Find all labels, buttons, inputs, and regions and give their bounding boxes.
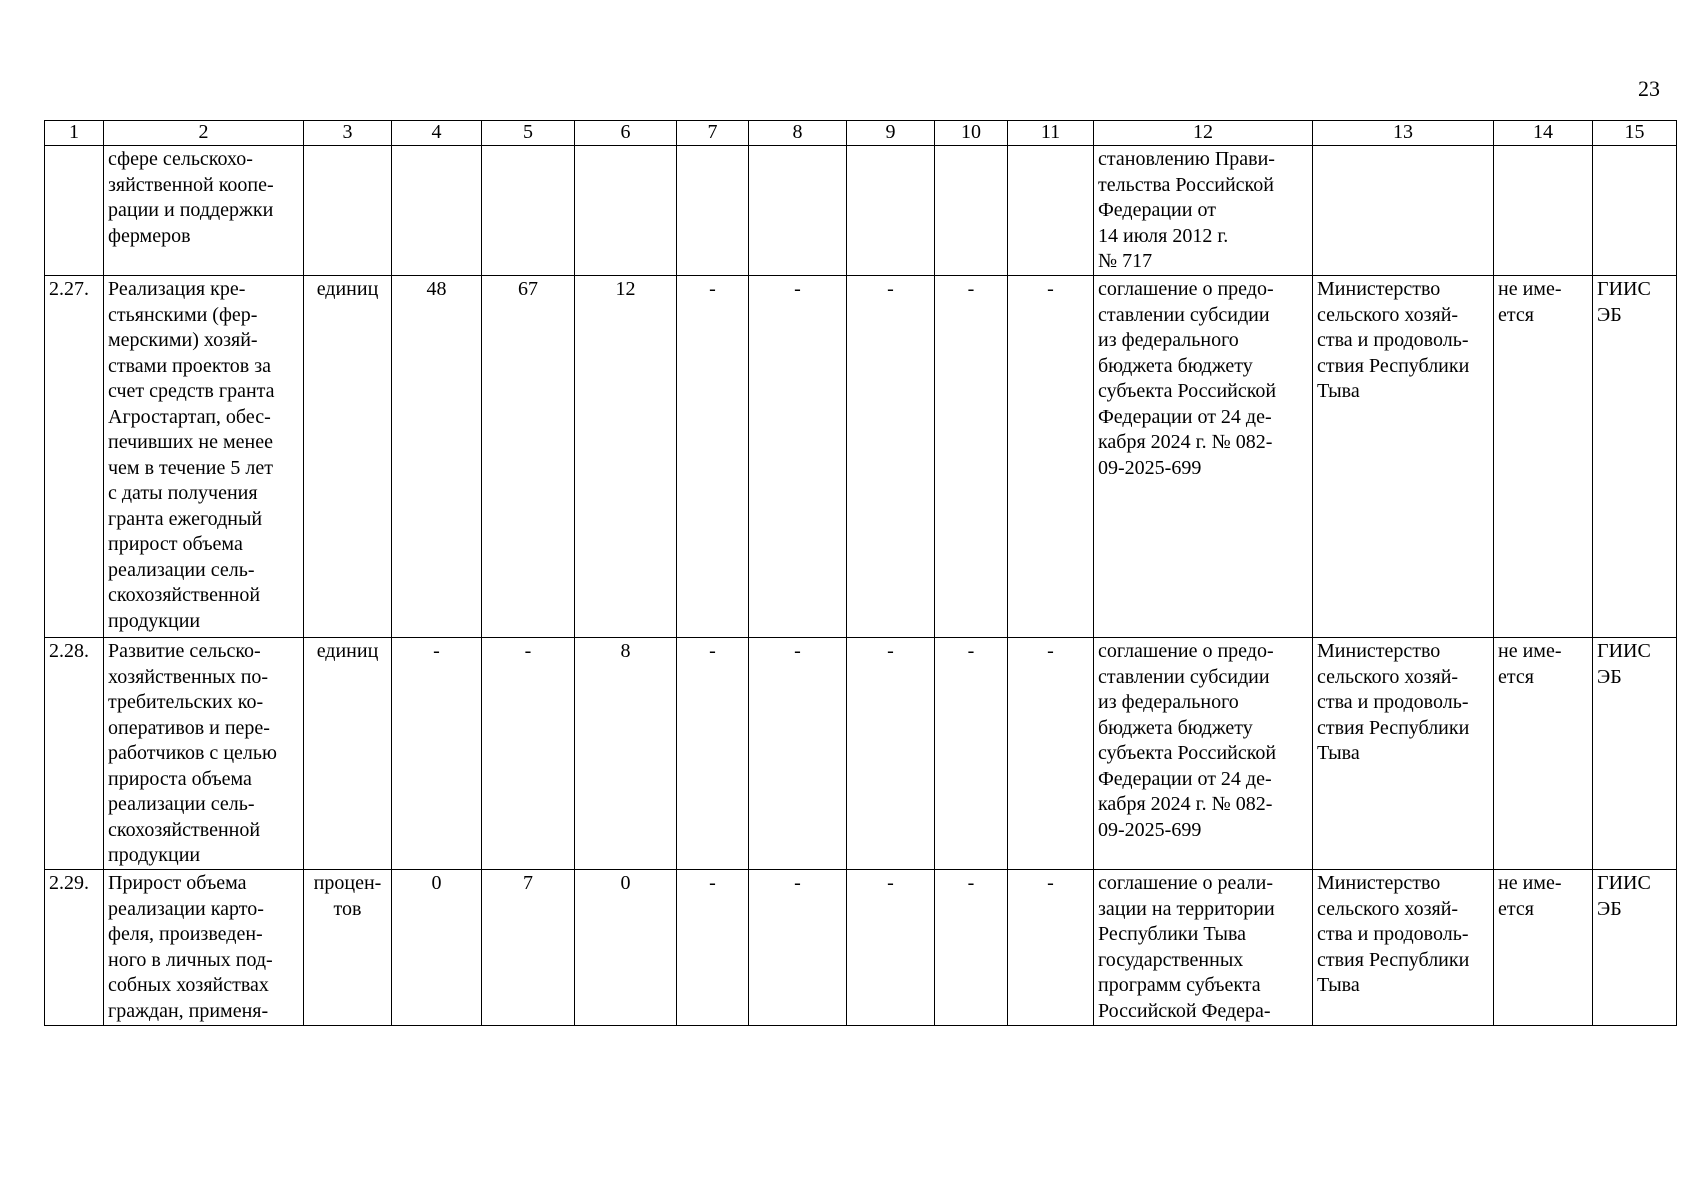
value-cell: 67 — [482, 276, 575, 638]
value-cell — [482, 146, 575, 276]
value-cell: - — [1008, 638, 1094, 870]
unit-cell — [304, 146, 392, 276]
value-cell: - — [1008, 870, 1094, 1026]
value-cell — [1008, 146, 1094, 276]
table-row — [45, 870, 1677, 1026]
note-cell: не име- ется — [1494, 276, 1593, 638]
col-header-6: 6 — [575, 121, 677, 146]
value-cell: - — [1008, 276, 1094, 638]
value-cell: - — [935, 276, 1008, 638]
responsible-cell: Министерство сельского хозяй- ства и продоволь- ствия Республики Тыва — [1313, 638, 1494, 870]
row-number-cell: 2.27. — [45, 276, 104, 638]
note-cell — [1494, 146, 1593, 276]
value-cell: - — [749, 870, 847, 1026]
value-cell: - — [749, 276, 847, 638]
value-cell: 7 — [482, 870, 575, 1026]
value-cell — [847, 146, 935, 276]
unit-cell: процен- тов — [304, 870, 392, 1026]
value-cell: - — [847, 638, 935, 870]
col-header-4: 4 — [392, 121, 482, 146]
col-header-12: 12 — [1094, 121, 1313, 146]
indicator-name-cell: Прирост объема реализации карто- феля, произведен- ного в личных под- собных хозяйствах граждан, применя- — [104, 870, 304, 1026]
indicator-name-cell: сфере сельскохо- зяйственной коопе- рации и поддержки фермеров — [104, 146, 304, 276]
col-header-15: 15 — [1593, 121, 1677, 146]
value-cell: 0 — [575, 870, 677, 1026]
value-cell: 0 — [392, 870, 482, 1026]
value-cell: 8 — [575, 638, 677, 870]
col-header-8: 8 — [749, 121, 847, 146]
value-cell: - — [847, 276, 935, 638]
row-number-cell: 2.29. — [45, 870, 104, 1026]
value-cell: - — [847, 870, 935, 1026]
row-number-cell: 2.28. — [45, 638, 104, 870]
note-cell: не име- ется — [1494, 638, 1593, 870]
value-cell: - — [935, 638, 1008, 870]
system-cell: ГИИС ЭБ — [1593, 870, 1677, 1026]
value-cell — [677, 146, 749, 276]
col-header-7: 7 — [677, 121, 749, 146]
page-number: 23 — [1638, 76, 1660, 101]
document-basis-cell: соглашение о реали- зации на территории Республики Тыва государственных программ субъекта Российской Федера- — [1094, 870, 1313, 1026]
value-cell — [575, 146, 677, 276]
value-cell — [392, 146, 482, 276]
responsible-cell: Министерство сельского хозяй- ства и продоволь- ствия Республики Тыва — [1313, 870, 1494, 1026]
indicator-name-cell: Реализация кре- стьянскими (фер- мерскими) хозяй- ствами проектов за счет средств гранта Агростартап, обес- печивших не менее чем в течение 5 лет с даты получения гранта ежегодный прирост объема реализации сель- скохозяйственной продукции — [104, 276, 304, 638]
value-cell: - — [935, 870, 1008, 1026]
value-cell: - — [392, 638, 482, 870]
responsible-cell: Министерство сельского хозяй- ства и продоволь- ствия Республики Тыва — [1313, 276, 1494, 638]
value-cell: 12 — [575, 276, 677, 638]
col-header-1: 1 — [45, 121, 104, 146]
table-row — [45, 638, 1677, 870]
value-cell: - — [749, 638, 847, 870]
note-cell: не име- ется — [1494, 870, 1593, 1026]
document-basis-cell: соглашение о предо- ставлении субсидии из федерального бюджета бюджету субъекта Российской Федерации от 24 де- кабря 2024 г. № 082- 09-2025-699 — [1094, 638, 1313, 870]
value-cell — [935, 146, 1008, 276]
responsible-cell — [1313, 146, 1494, 276]
unit-cell: единиц — [304, 638, 392, 870]
col-header-14: 14 — [1494, 121, 1593, 146]
row-number-cell — [45, 146, 104, 276]
col-header-13: 13 — [1313, 121, 1494, 146]
value-cell: - — [482, 638, 575, 870]
col-header-3: 3 — [304, 121, 392, 146]
col-header-9: 9 — [847, 121, 935, 146]
table-row — [45, 146, 1677, 276]
value-cell: 48 — [392, 276, 482, 638]
indicator-name-cell: Развитие сельско- хозяйственных по- требительских ко- оперативов и пере- работчиков с целью прироста объема реализации сель- скохозяйственной продукции — [104, 638, 304, 870]
value-cell: - — [677, 638, 749, 870]
system-cell — [1593, 146, 1677, 276]
col-header-11: 11 — [1008, 121, 1094, 146]
value-cell: - — [677, 276, 749, 638]
system-cell: ГИИС ЭБ — [1593, 276, 1677, 638]
header-row — [45, 121, 1677, 146]
document-basis-cell: становлению Прави- тельства Российской Федерации от 14 июля 2012 г. № 717 — [1094, 146, 1313, 276]
table-row — [45, 276, 1677, 638]
value-cell — [749, 146, 847, 276]
col-header-10: 10 — [935, 121, 1008, 146]
col-header-2: 2 — [104, 121, 304, 146]
indicators-table — [44, 120, 1677, 1026]
system-cell: ГИИС ЭБ — [1593, 638, 1677, 870]
document-basis-cell: соглашение о предо- ставлении субсидии из федерального бюджета бюджету субъекта Российской Федерации от 24 де- кабря 2024 г. № 082- 09-2025-699 — [1094, 276, 1313, 638]
value-cell: - — [677, 870, 749, 1026]
unit-cell: единиц — [304, 276, 392, 638]
col-header-5: 5 — [482, 121, 575, 146]
